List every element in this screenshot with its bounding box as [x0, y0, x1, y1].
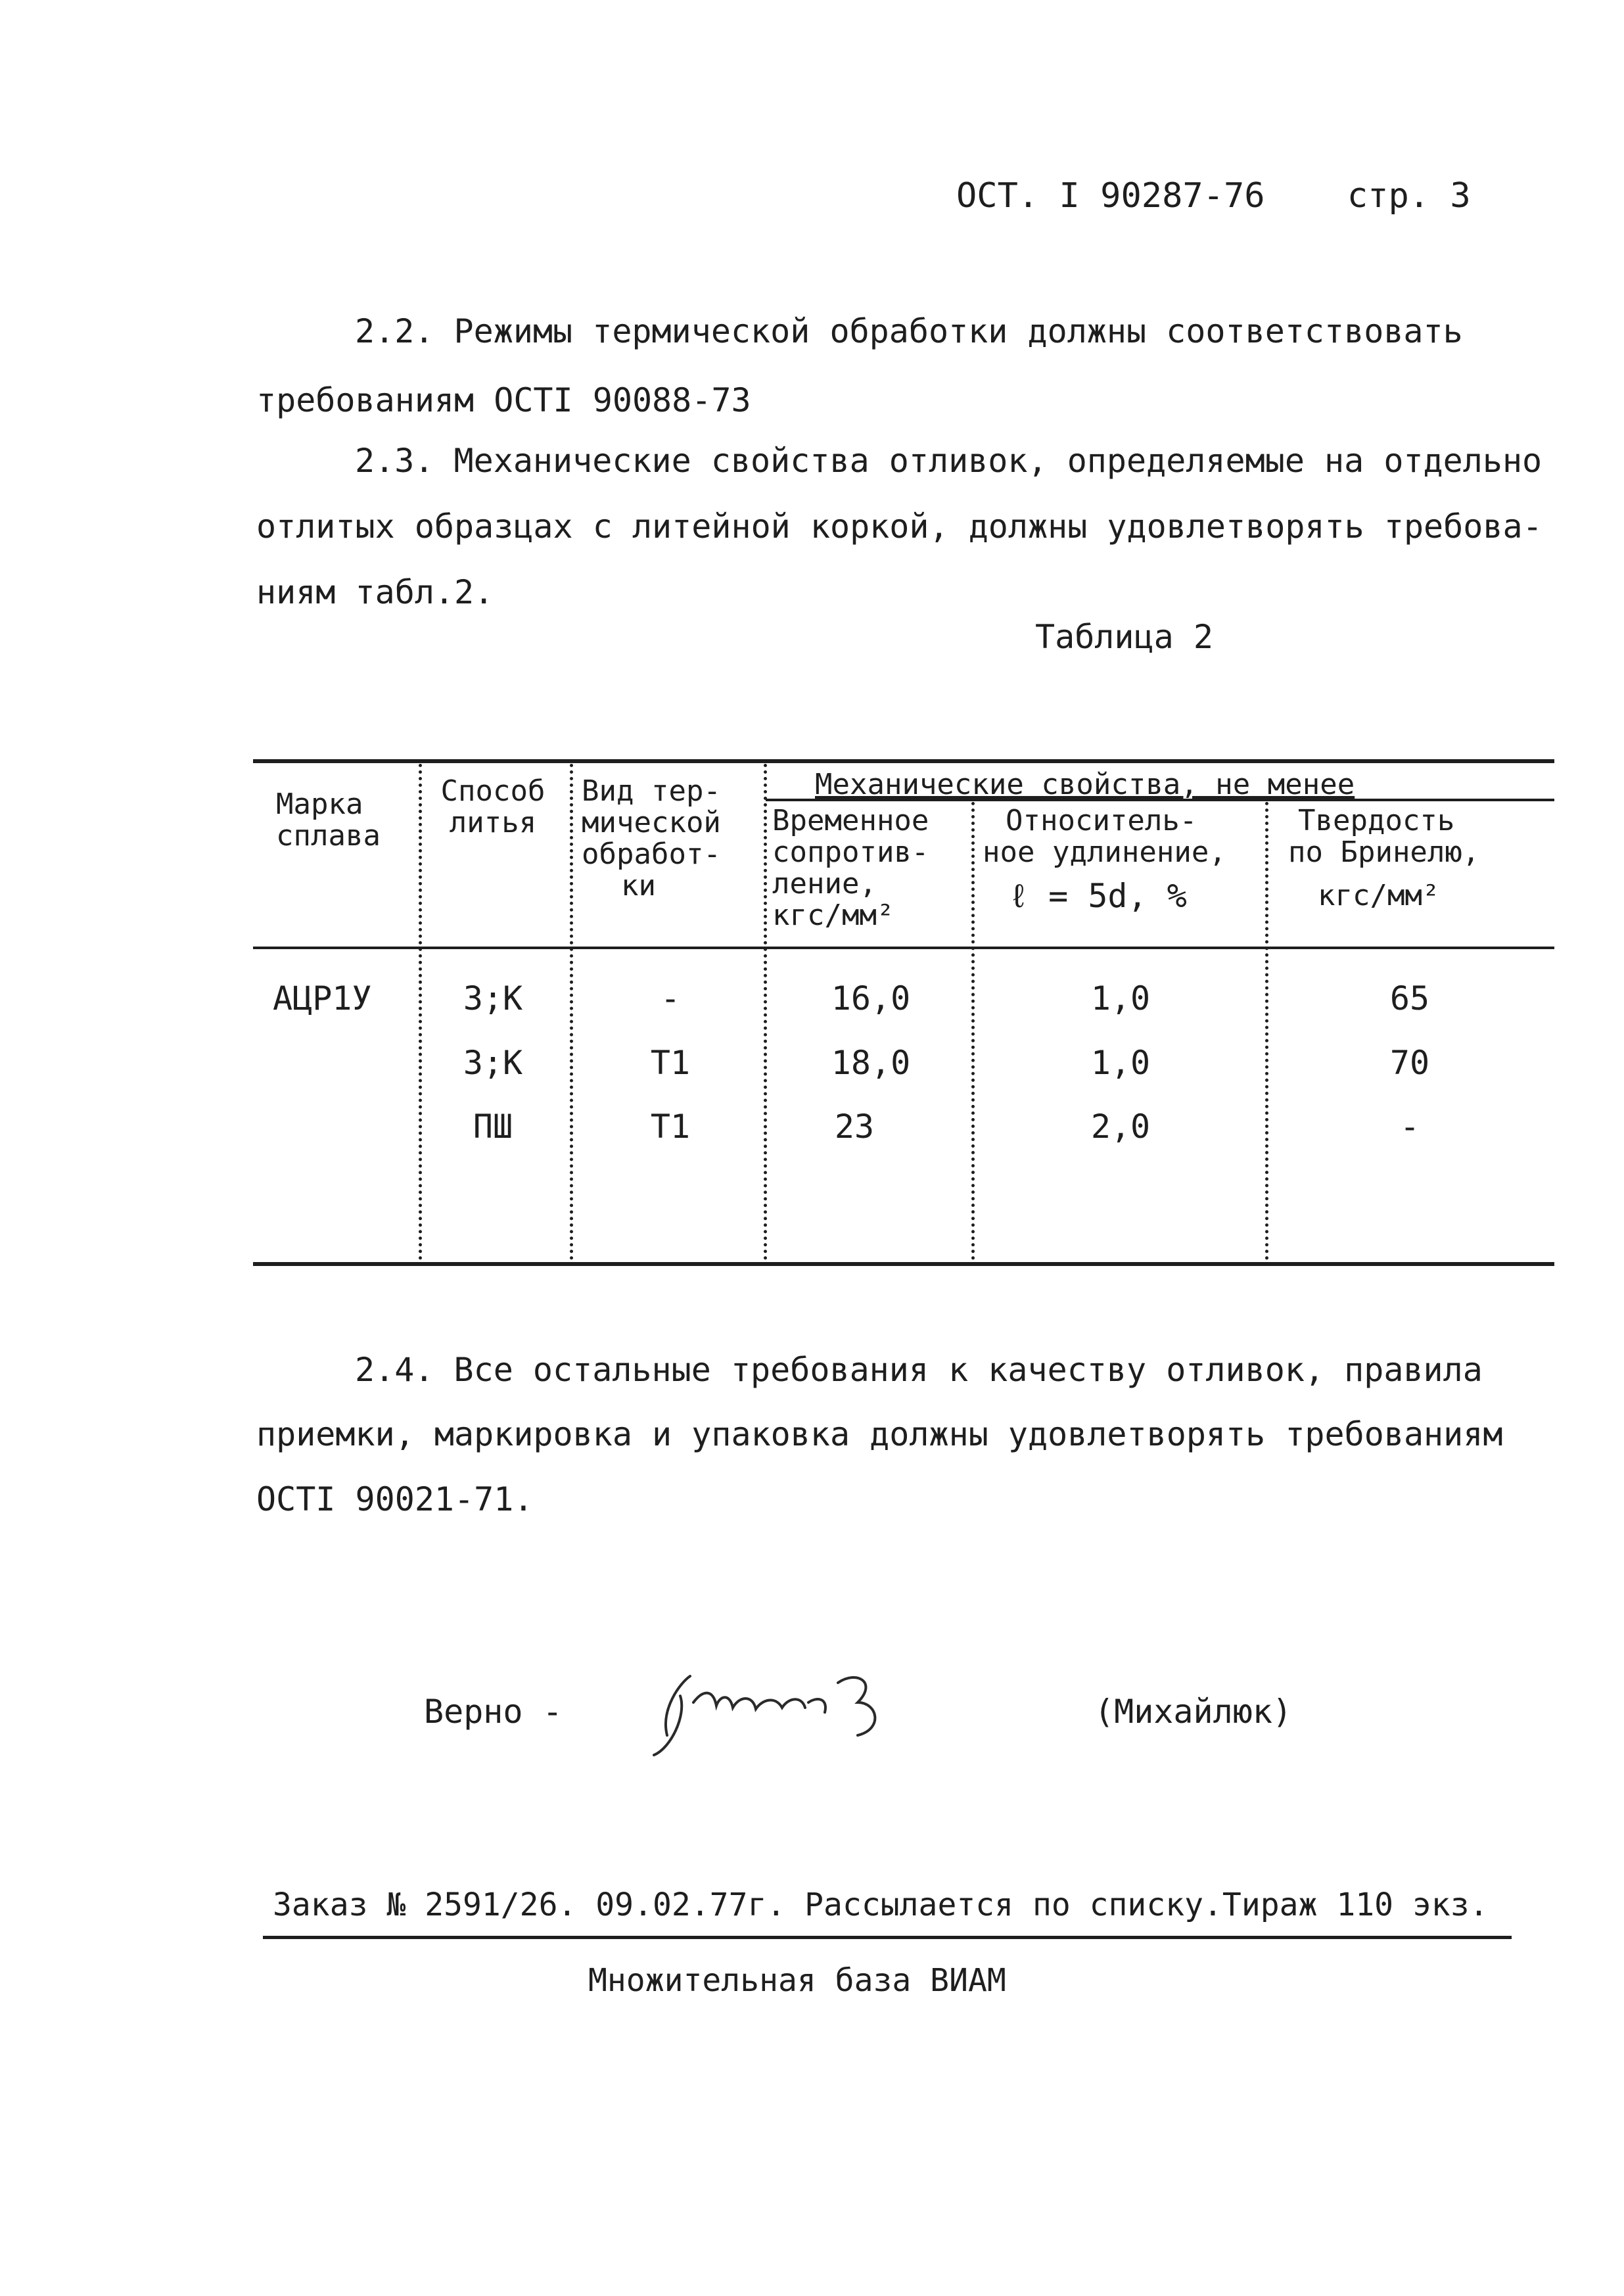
certified-label: Верно -: [424, 1693, 563, 1731]
para-2-4-line2: приемки, маркировка и упаковка должны удовлетворять требованиям: [256, 1415, 1503, 1453]
page-number: стр. 3: [1347, 176, 1471, 216]
para-2-4-line1: 2.4. Все остальные требования к качеству отливок, правила: [355, 1351, 1483, 1389]
cell-elongation: 1,0: [1090, 1044, 1151, 1082]
header-hardness: Твердость по Бринелю, кгс/мм²: [1288, 804, 1480, 912]
cell-hardness: 65: [1389, 979, 1430, 1018]
cell-hardness: 70: [1389, 1044, 1430, 1082]
cell-strength: 23: [834, 1108, 875, 1146]
cell-hardness: -: [1399, 1108, 1420, 1146]
cell-casting: ПШ: [473, 1108, 513, 1146]
col-divider-5: [1265, 802, 1268, 1260]
para-2-4-line3: ОСТI 90021-71.: [256, 1480, 534, 1518]
doc-code: ОСТ. I 90287-76: [956, 176, 1265, 216]
cell-strength: 16,0: [831, 979, 911, 1018]
cell-heat: Т1: [650, 1108, 691, 1146]
cell-strength: 18,0: [831, 1044, 911, 1082]
col-divider-4: [971, 802, 975, 1260]
table-bottom-rule: [253, 1262, 1554, 1266]
cell-heat: -: [660, 979, 681, 1018]
col-divider-2: [570, 764, 573, 1260]
signatory-name: (Михайлюк): [1094, 1693, 1293, 1731]
col-divider-1: [419, 764, 422, 1260]
footer-print-base: Множительная база ВИАМ: [588, 1962, 1006, 1999]
col-divider-3: [764, 764, 767, 1260]
table-caption: Таблица 2: [1035, 618, 1213, 656]
header-heat-treatment: Вид тер- мической обработ- ки: [582, 774, 721, 902]
header-strength: Временное сопротив- ление, кгс/мм²: [772, 804, 929, 932]
footer-order-line: Заказ № 2591/26. 09.02.77г. Рассылается по списку.Тираж 110 экз.: [273, 1886, 1489, 1923]
header-bottom-rule: [253, 947, 1554, 949]
para-2-2-line2: требованиям ОСТI 90088-73: [256, 381, 751, 419]
para-2-3-line1: 2.3. Механические свойства отливок, определяемые на отдельно: [355, 442, 1543, 480]
header-mech-properties: Механические свойства, не менее: [815, 768, 1355, 801]
header-casting: Способ литья: [440, 774, 545, 839]
para-2-3-line2: отлитых образцах с литейной коркой, должны удовлетворять требова-: [256, 507, 1543, 546]
para-2-3-line3: ниям табл.2.: [256, 573, 494, 611]
header-elongation: Относитель- ное удлинение, ℓ = 5d, %: [983, 804, 1226, 915]
cell-casting: З;К: [463, 1044, 523, 1082]
header-alloy: Марка сплава: [276, 787, 381, 853]
document-header: [956, 176, 1471, 216]
cell-heat: Т1: [650, 1044, 691, 1082]
footer-rule: [263, 1936, 1512, 1939]
cell-alloy: АЦР1У: [273, 979, 372, 1018]
table-top-rule: [253, 759, 1554, 763]
cell-elongation: 1,0: [1090, 979, 1151, 1018]
para-2-2-line1: 2.2. Режимы термической обработки должны соответствовать: [355, 312, 1463, 350]
cell-casting: З;К: [463, 979, 523, 1018]
cell-elongation: 2,0: [1090, 1108, 1151, 1146]
handwritten-signature: [641, 1656, 917, 1764]
